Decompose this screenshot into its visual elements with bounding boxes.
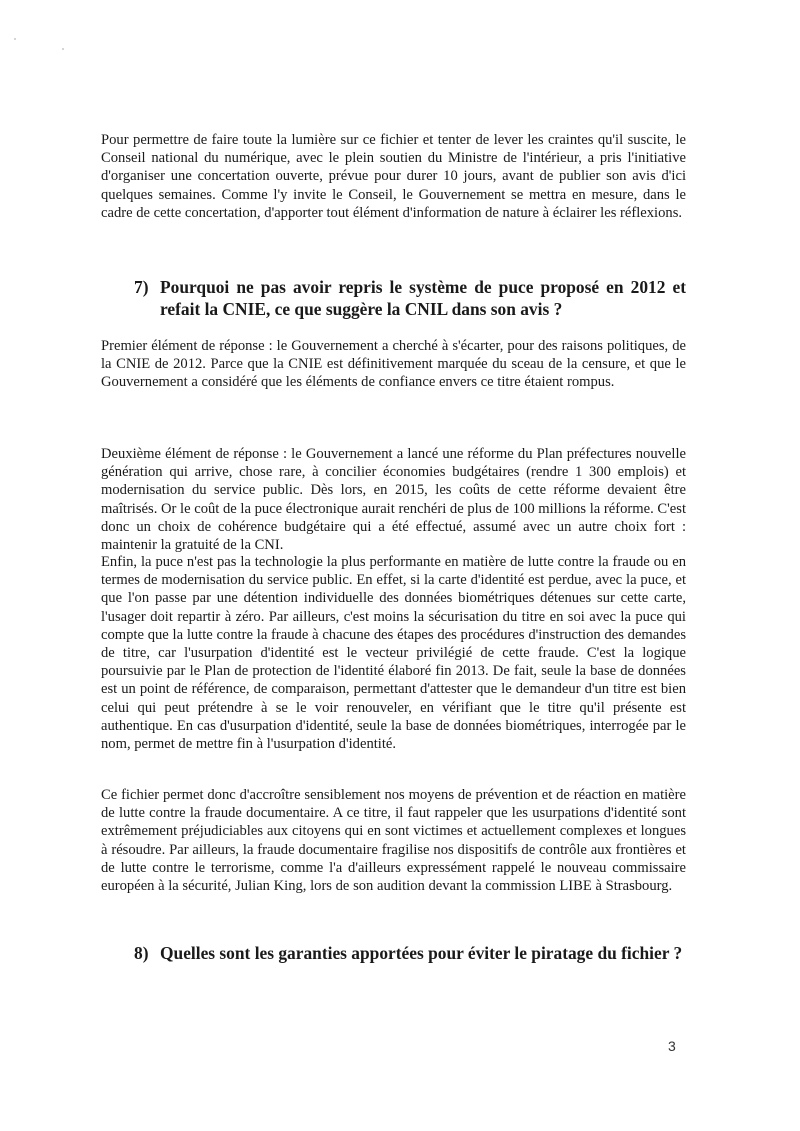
scan-speck [14,38,16,40]
answer-paragraph-4: Ce fichier permet donc d'accroître sensiblement nos moyens de prévention et de réaction en matière de lutte contre la fraude documentaire. A ce titre, il faut rappeler que les usurpations d'identité sont extrêmement préjudiciables aux citoyens qui en sont victimes et actuellement complexes et longues à résoudre. Par ailleurs, la fraude documentaire fragilise nos dispositifs de contrôle aux frontières et de lutte contre le terrorisme, comme l'a d'ailleurs expressément rappelé le nouveau commissaire européen à la sécurité, Julian King, lors de son audition devant la commission LIBE à Strasbourg. [101,787,686,895]
section-title: Pourquoi ne pas avoir repris le système de puce proposé en 2012 et refait la CNIE, ce que suggère la CNIL dans son avis ? [160,277,686,319]
page-number: 3 [668,1038,676,1054]
scan-speck [62,48,64,50]
intro-paragraph: Pour permettre de faire toute la lumière sur ce fichier et tenter de lever les craintes qu'il suscite, le Conseil national du numérique, avec le plein soutien du Ministre de l'intérieur, a pris l'initiative d'organiser une concertation ouverte, prévue pour durer 10 jours, avant de publier son avis d'ici quelques semaines. Comme l'y invite le Conseil, le Gouvernement se mettra en mesure, dans le cadre de cette concertation, d'apporter tout élément d'information de nature à éclairer les réflexions. [101,132,686,221]
section-heading-8 [134,942,686,964]
answer-paragraph-1: Premier élément de réponse : le Gouvernement a cherché à s'écarter, pour des raisons politiques, de la CNIE de 2012. Parce que la CNIE est définitivement marquée du sceau de la censure, et que le Gouvernement a considéré que les éléments de confiance envers ce titre étaient rompus. [101,338,686,391]
answer-paragraph-2: Deuxième élément de réponse : le Gouvernement a lancé une réforme du Plan préfectures nouvelle génération qui arrive, chose rare, à concilier économies budgétaires (rendre 1 300 emplois) et modernisation du service public. Dès lors, en 2015, les coûts de cette réforme devaient être maîtrisés. Or le coût de la puce électronique aurait renchéri de plus de 100 millions la réforme. C'est donc un choix de cohérence budgétaire qui a été effectué, assumé avec un autre choix fort : maintenir la gratuité de la CNI. [101,446,686,554]
answer-paragraph-3: Enfin, la puce n'est pas la technologie la plus performante en matière de lutte contre la fraude ou en termes de modernisation du service public. En effet, si la carte d'identité est perdue, avec la puce, et que l'on passe par une détention individuelle des données biométriques détenues sur cette carte, l'usager doit repartir à zéro. Par ailleurs, c'est moins la sécurisation du titre en soi avec la puce qui compte que la lutte contre la fraude à chacune des étapes des procédures d'instruction des demandes de titre, car l'usurpation d'identité est le vecteur privilégié de cette fraude. C'est la logique poursuivie par le Plan de protection de l'identité élaboré fin 2013. De fait, seule la base de données est un point de référence, de comparaison, permettant d'attester que le demandeur d'un titre est bien celui qui peut prétendre à se le voir renouveler, en vérifiant que le titre qu'il présente est authentique. En cas d'usurpation d'identité, seule la base de données biométriques, interrogée par le nom, permet de mettre fin à l'usurpation d'identité. [101,554,686,753]
section-number: 8) [134,943,149,963]
section-heading-7 [134,276,686,320]
section-number: 7) [134,277,149,297]
section-title: Quelles sont les garanties apportées pour éviter le piratage du fichier ? [160,943,683,963]
